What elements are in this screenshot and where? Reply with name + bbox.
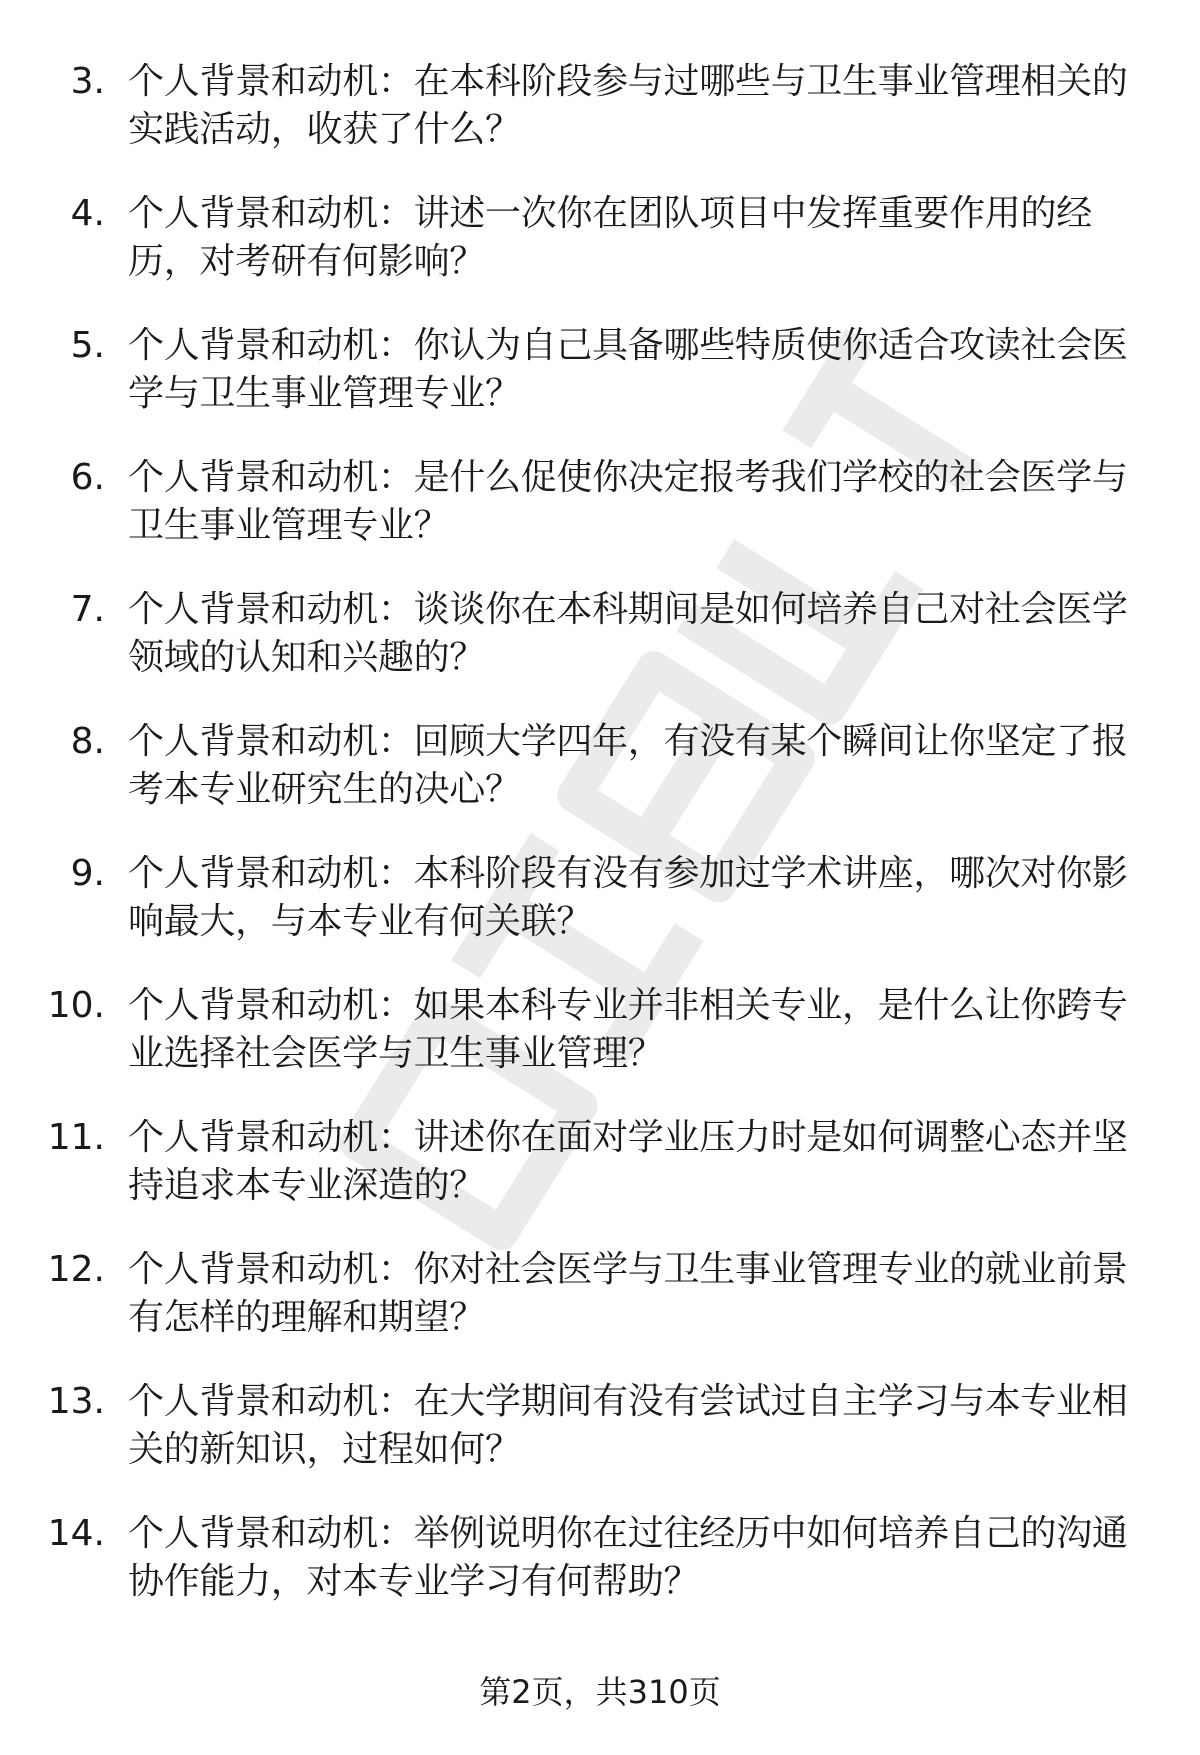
question-item	[0, 1104, 1200, 1236]
question-text: 个人背景和动机：在大学期间有没有尝试过自主学习与本专业相关的新知识，过程如何？	[128, 1381, 1128, 1470]
question-item	[0, 1236, 1200, 1368]
question-item	[0, 1368, 1200, 1500]
question-item	[0, 180, 1200, 312]
question-item	[0, 48, 1200, 180]
question-number: 7.	[70, 589, 105, 630]
question-list	[0, 48, 1200, 1632]
question-number: 11.	[47, 1117, 105, 1158]
question-number: 4.	[70, 193, 105, 234]
question-text: 个人背景和动机：举例说明你在过往经历中如何培养自己的沟通协作能力，对本专业学习有何帮助？	[128, 1513, 1128, 1602]
question-number: 9.	[70, 853, 105, 894]
page-footer: 第2页，共310页	[479, 1673, 721, 1711]
question-number: 13.	[47, 1381, 105, 1422]
question-number: 3.	[70, 61, 105, 102]
question-item	[0, 444, 1200, 576]
question-text: 个人背景和动机：讲述你在面对学业压力时是如何调整心态并坚持追求本专业深造的？	[128, 1117, 1128, 1206]
question-number: 6.	[70, 457, 105, 498]
question-item	[0, 576, 1200, 708]
question-item	[0, 972, 1200, 1104]
question-item	[0, 1500, 1200, 1632]
question-text: 个人背景和动机：在本科阶段参与过哪些与卫生事业管理相关的实践活动，收获了什么？	[128, 61, 1128, 150]
question-item	[0, 708, 1200, 840]
question-item	[0, 312, 1200, 444]
question-text: 个人背景和动机：谈谈你在本科期间是如何培养自己对社会医学领域的认知和兴趣的？	[128, 589, 1128, 678]
question-text: 个人背景和动机：本科阶段有没有参加过学术讲座，哪次对你影响最大，与本专业有何关联？	[128, 853, 1128, 942]
question-text: 个人背景和动机：回顾大学四年，有没有某个瞬间让你坚定了报考本专业研究生的决心？	[128, 721, 1128, 810]
question-text: 个人背景和动机：你认为自己具备哪些特质使你适合攻读社会医学与卫生事业管理专业？	[128, 325, 1128, 414]
question-text: 个人背景和动机：讲述一次你在团队项目中发挥重要作用的经历，对考研有何影响？	[128, 193, 1092, 282]
question-number: 5.	[70, 325, 105, 366]
question-text: 个人背景和动机：你对社会医学与卫生事业管理专业的就业前景有怎样的理解和期望？	[128, 1249, 1128, 1338]
question-number: 12.	[47, 1249, 105, 1290]
question-number: 14.	[47, 1513, 105, 1554]
question-text: 个人背景和动机：是什么促使你决定报考我们学校的社会医学与卫生事业管理专业？	[128, 457, 1128, 546]
question-number: 8.	[70, 721, 105, 762]
question-text: 个人背景和动机：如果本科专业并非相关专业，是什么让你跨专业选择社会医学与卫生事业管理？	[128, 985, 1128, 1074]
question-number: 10.	[47, 985, 105, 1026]
question-item	[0, 840, 1200, 972]
